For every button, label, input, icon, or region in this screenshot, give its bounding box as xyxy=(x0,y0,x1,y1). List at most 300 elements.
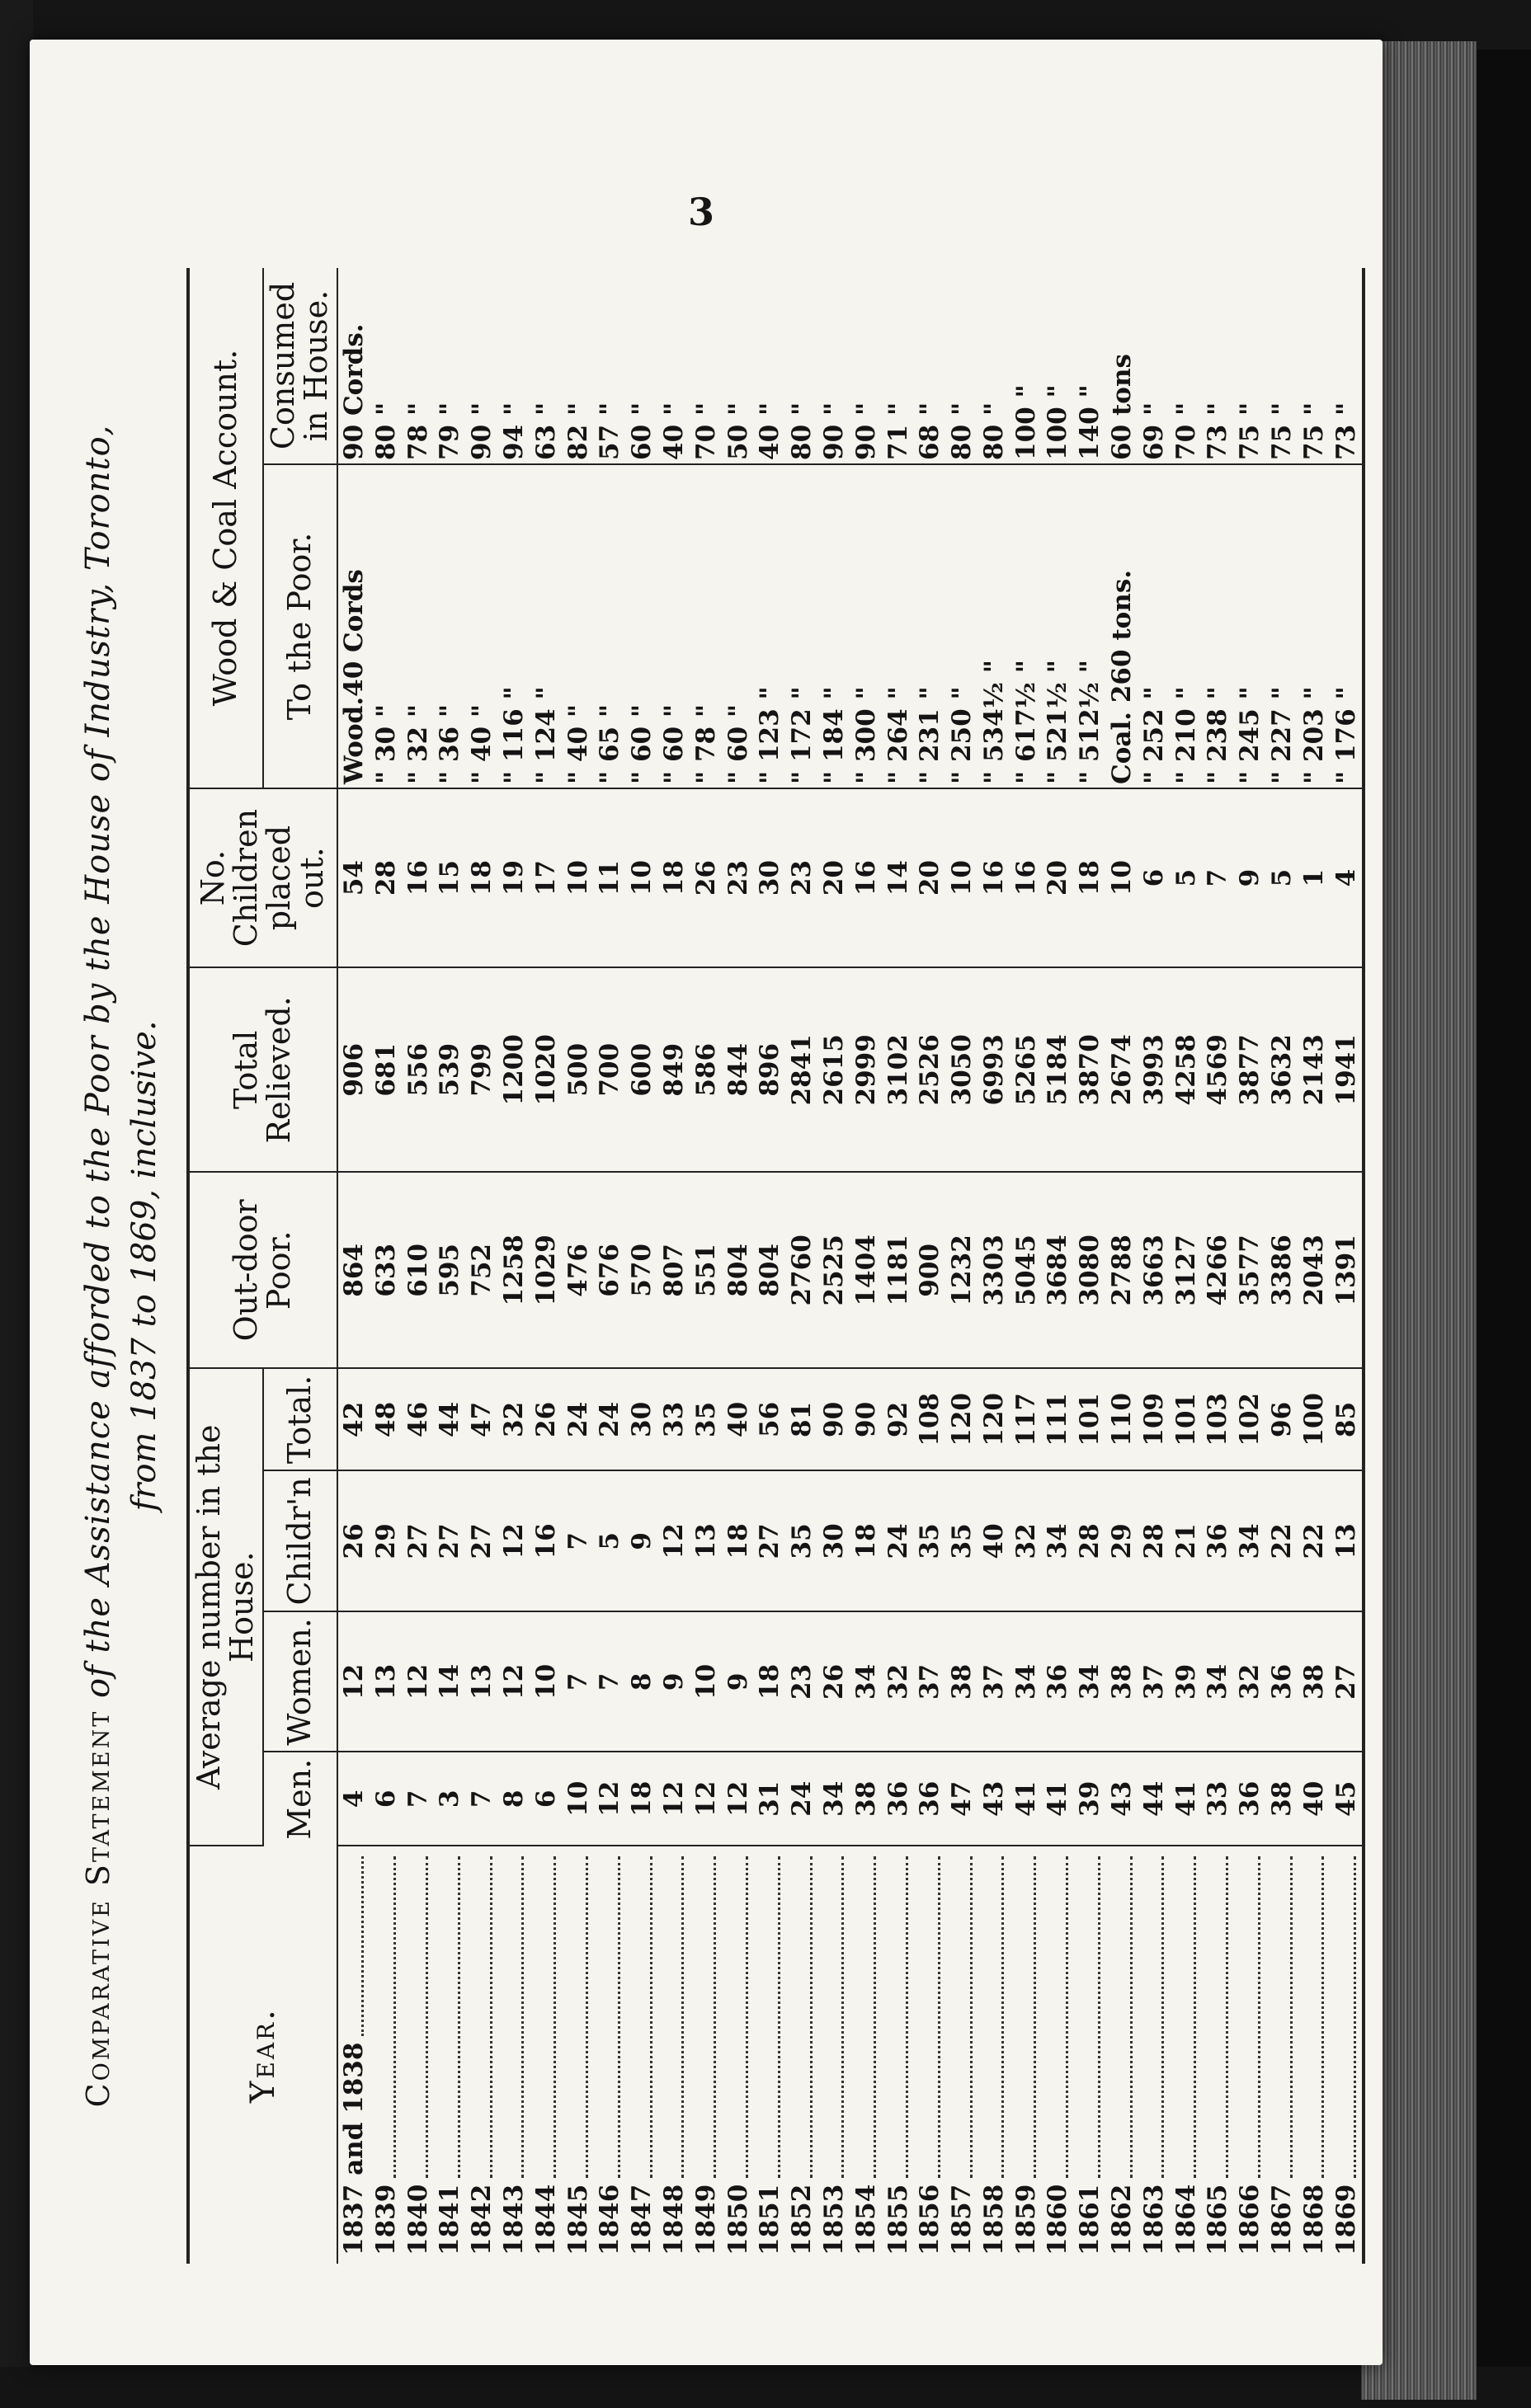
cell-to-poor: " 60 " xyxy=(722,464,754,788)
cell-women: 23 xyxy=(786,1611,818,1752)
dotted-leader xyxy=(343,1856,364,2035)
cell-total: 90 xyxy=(850,1368,882,1470)
dotted-leader xyxy=(375,1856,396,2178)
cell-total-relieved: 500 xyxy=(562,967,594,1172)
cell-men: 38 xyxy=(1266,1752,1298,1846)
year-cell-wrap xyxy=(883,1850,914,2255)
cell-outdoor-poor: 1404 xyxy=(850,1172,882,1368)
cell-outdoor-poor: 752 xyxy=(466,1172,498,1368)
cell-year xyxy=(466,1846,498,2264)
cell-placed-out: 11 xyxy=(594,788,626,967)
cell-placed-out: 1 xyxy=(1298,788,1330,967)
cell-consumed: 75 " xyxy=(1298,268,1330,464)
cell-to-poor: " 32 " xyxy=(402,464,434,788)
cell-consumed: 78 " xyxy=(402,268,434,464)
cell-men: 33 xyxy=(1202,1752,1234,1846)
cell-total: 101 xyxy=(1170,1368,1202,1470)
cell-year xyxy=(818,1846,850,2264)
cell-children: 35 xyxy=(946,1470,978,1611)
year-cell-wrap xyxy=(723,1850,754,2255)
cell-outdoor-poor: 2760 xyxy=(786,1172,818,1368)
cell-outdoor-poor: 1391 xyxy=(1330,1172,1364,1368)
cell-total-relieved: 2841 xyxy=(786,967,818,1172)
cell-total-relieved: 556 xyxy=(402,967,434,1172)
cell-total: 108 xyxy=(914,1368,946,1470)
cell-women: 10 xyxy=(690,1611,722,1752)
cell-to-poor: " 60 " xyxy=(626,464,658,788)
cell-year xyxy=(754,1846,786,2264)
cell-year xyxy=(722,1846,754,2264)
cell-total: 96 xyxy=(1266,1368,1298,1470)
cell-men: 36 xyxy=(1234,1752,1266,1846)
dotted-leader xyxy=(632,1856,652,2178)
cell-total-relieved: 2674 xyxy=(1106,967,1138,1172)
cell-total-relieved: 799 xyxy=(466,967,498,1172)
cell-total-relieved: 3870 xyxy=(1074,967,1106,1172)
dotted-leader xyxy=(503,1856,524,2178)
cell-children: 30 xyxy=(818,1470,850,1611)
cell-men: 7 xyxy=(466,1752,498,1846)
cell-men: 7 xyxy=(402,1752,434,1846)
cell-year xyxy=(562,1846,594,2264)
year-label: 1854 xyxy=(850,2184,881,2255)
dotted-leader xyxy=(535,1856,556,2178)
cell-placed-out: 14 xyxy=(882,788,914,967)
cell-consumed: 73 " xyxy=(1202,268,1234,464)
cell-men: 41 xyxy=(1010,1752,1042,1846)
cell-children: 18 xyxy=(850,1470,882,1611)
cell-outdoor-poor: 2525 xyxy=(818,1172,850,1368)
cell-children: 22 xyxy=(1298,1470,1330,1611)
cell-children: 34 xyxy=(1042,1470,1074,1611)
cell-to-poor: " 116 " xyxy=(498,464,530,788)
cell-to-poor: " 78 " xyxy=(690,464,722,788)
table-row xyxy=(1010,268,1042,2264)
statistics-table xyxy=(186,268,1361,2264)
cell-outdoor-poor: 2788 xyxy=(1106,1172,1138,1368)
year-label: 1864 xyxy=(1171,2184,1201,2255)
cell-outdoor-poor: 1029 xyxy=(530,1172,562,1368)
cell-to-poor: " 238 " xyxy=(1202,464,1234,788)
year-cell-wrap xyxy=(1106,1850,1138,2255)
year-cell-wrap xyxy=(946,1850,977,2255)
cell-outdoor-poor: 807 xyxy=(658,1172,690,1368)
cell-placed-out: 16 xyxy=(850,788,882,967)
cell-year xyxy=(914,1846,946,2264)
cell-children: 9 xyxy=(626,1470,658,1611)
cell-women: 38 xyxy=(1106,1611,1138,1752)
cell-to-poor: " 36 " xyxy=(434,464,466,788)
cell-men: 31 xyxy=(754,1752,786,1846)
cell-placed-out: 5 xyxy=(1170,788,1202,967)
cell-total: 111 xyxy=(1042,1368,1074,1470)
cell-to-poor: " 124 " xyxy=(530,464,562,788)
cell-to-poor: " 210 " xyxy=(1170,464,1202,788)
year-cell-wrap xyxy=(370,1850,402,2255)
cell-year xyxy=(1042,1846,1074,2264)
cell-consumed: 100 " xyxy=(1042,268,1074,464)
cell-total: 101 xyxy=(1074,1368,1106,1470)
cell-women: 38 xyxy=(946,1611,978,1752)
cell-consumed: 69 " xyxy=(1138,268,1170,464)
cell-placed-out: 7 xyxy=(1202,788,1234,967)
table-heading-line-1 xyxy=(79,268,117,2264)
cell-children: 5 xyxy=(594,1470,626,1611)
year-cell-wrap xyxy=(338,1850,370,2255)
cell-children: 27 xyxy=(434,1470,466,1611)
table-body xyxy=(337,268,1364,2264)
year-cell-wrap xyxy=(1171,1850,1202,2255)
year-label: 1861 xyxy=(1075,2184,1105,2255)
dotted-leader xyxy=(440,1856,460,2178)
year-cell-wrap xyxy=(594,1850,625,2255)
year-cell-wrap xyxy=(754,1850,785,2255)
cell-total-relieved: 539 xyxy=(434,967,466,1172)
table-row xyxy=(337,268,370,2264)
cell-outdoor-poor: 3684 xyxy=(1042,1172,1074,1368)
cell-men: 44 xyxy=(1138,1752,1170,1846)
year-label: 1842 xyxy=(467,2184,497,2255)
cell-children: 29 xyxy=(370,1470,402,1611)
header-fuel-group: Wood & Coal Account. xyxy=(188,268,263,788)
cell-total: 120 xyxy=(978,1368,1010,1470)
cell-men: 6 xyxy=(370,1752,402,1846)
cell-outdoor-poor: 1258 xyxy=(498,1172,530,1368)
table-row xyxy=(402,268,434,2264)
cell-outdoor-poor: 5045 xyxy=(1010,1172,1042,1368)
cell-to-poor: " 30 " xyxy=(370,464,402,788)
cell-to-poor: " 264 " xyxy=(882,464,914,788)
year-label: 1867 xyxy=(1267,2184,1298,2255)
cell-year xyxy=(1170,1846,1202,2264)
dotted-leader xyxy=(1175,1856,1196,2178)
cell-men: 12 xyxy=(722,1752,754,1846)
scan-background-bottom xyxy=(0,2367,1531,2408)
header-to-poor: To the Poor. xyxy=(263,464,337,788)
dotted-leader xyxy=(792,1856,813,2178)
cell-total-relieved: 3102 xyxy=(882,967,914,1172)
year-cell-wrap xyxy=(1042,1850,1073,2255)
year-cell-wrap xyxy=(626,1850,657,2255)
cell-children: 13 xyxy=(690,1470,722,1611)
cell-children: 40 xyxy=(978,1470,1010,1611)
year-cell-wrap xyxy=(1331,1850,1362,2255)
year-label: 1848 xyxy=(658,2184,689,2255)
cell-men: 3 xyxy=(434,1752,466,1846)
cell-placed-out: 28 xyxy=(370,788,402,967)
table-row xyxy=(722,268,754,2264)
cell-children: 22 xyxy=(1266,1470,1298,1611)
cell-total-relieved: 586 xyxy=(690,967,722,1172)
cell-consumed: 60 tons xyxy=(1106,268,1138,464)
cell-children: 32 xyxy=(1010,1470,1042,1611)
year-label: 1850 xyxy=(723,2184,753,2255)
year-cell-wrap xyxy=(1010,1850,1042,2255)
cell-total-relieved: 844 xyxy=(722,967,754,1172)
cell-total-relieved: 3877 xyxy=(1234,967,1266,1172)
cell-women: 9 xyxy=(658,1611,690,1752)
cell-placed-out: 20 xyxy=(914,788,946,967)
dotted-leader xyxy=(568,1856,588,2178)
year-cell-wrap xyxy=(850,1850,882,2255)
year-label: 1860 xyxy=(1043,2184,1073,2255)
year-cell-wrap xyxy=(434,1850,465,2255)
cell-year xyxy=(658,1846,690,2264)
table-row xyxy=(466,268,498,2264)
cell-total-relieved: 896 xyxy=(754,967,786,1172)
header-consumed: Consumed in House. xyxy=(263,268,337,464)
cell-men: 41 xyxy=(1170,1752,1202,1846)
cell-placed-out: 10 xyxy=(946,788,978,967)
cell-consumed: 40 " xyxy=(658,268,690,464)
cell-total: 81 xyxy=(786,1368,818,1470)
cell-total-relieved: 4258 xyxy=(1170,967,1202,1172)
cell-consumed: 80 " xyxy=(946,268,978,464)
cell-women: 13 xyxy=(466,1611,498,1752)
cell-total-relieved: 849 xyxy=(658,967,690,1172)
cell-consumed: 40 " xyxy=(754,268,786,464)
cell-children: 27 xyxy=(402,1470,434,1611)
cell-total: 35 xyxy=(690,1368,722,1470)
cell-total: 24 xyxy=(562,1368,594,1470)
dotted-leader xyxy=(663,1856,684,2178)
heading-lead: Comparative Statement xyxy=(80,1709,116,2108)
cell-placed-out: 30 xyxy=(754,788,786,967)
year-label: 1847 xyxy=(627,2184,657,2255)
cell-total-relieved: 3050 xyxy=(946,967,978,1172)
dotted-leader xyxy=(983,1856,1004,2178)
year-label: 1841 xyxy=(435,2184,465,2255)
cell-year xyxy=(850,1846,882,2264)
header-year: Year. xyxy=(188,1846,337,2264)
cell-year xyxy=(594,1846,626,2264)
cell-total: 103 xyxy=(1202,1368,1234,1470)
cell-year xyxy=(1298,1846,1330,2264)
year-cell-wrap xyxy=(1298,1850,1330,2255)
header-outdoor-poor: Out-door Poor. xyxy=(188,1172,337,1368)
cell-total: 42 xyxy=(337,1368,370,1470)
cell-women: 9 xyxy=(722,1611,754,1752)
cell-total-relieved: 1200 xyxy=(498,967,530,1172)
cell-children: 27 xyxy=(754,1470,786,1611)
table-row xyxy=(818,268,850,2264)
cell-outdoor-poor: 804 xyxy=(722,1172,754,1368)
cell-women: 37 xyxy=(978,1611,1010,1752)
cell-children: 13 xyxy=(1330,1470,1364,1611)
cell-total: 24 xyxy=(594,1368,626,1470)
cell-total: 120 xyxy=(946,1368,978,1470)
year-label: 1845 xyxy=(563,2184,593,2255)
cell-total-relieved: 2615 xyxy=(818,967,850,1172)
cell-children: 18 xyxy=(722,1470,754,1611)
cell-total-relieved: 5184 xyxy=(1042,967,1074,1172)
year-cell-wrap xyxy=(563,1850,594,2255)
dotted-leader xyxy=(695,1856,716,2178)
year-label: 1853 xyxy=(818,2184,849,2255)
cell-to-poor: " 203 " xyxy=(1298,464,1330,788)
cell-year xyxy=(690,1846,722,2264)
table-row xyxy=(754,268,786,2264)
cell-to-poor: " 231 " xyxy=(914,464,946,788)
cell-total: 44 xyxy=(434,1368,466,1470)
cell-men: 41 xyxy=(1042,1752,1074,1846)
cell-placed-out: 5 xyxy=(1266,788,1298,967)
cell-total: 85 xyxy=(1330,1368,1364,1470)
cell-placed-out: 19 xyxy=(498,788,530,967)
table-row xyxy=(434,268,466,2264)
cell-year xyxy=(1202,1846,1234,2264)
cell-women: 36 xyxy=(1042,1611,1074,1752)
table-row xyxy=(1106,268,1138,2264)
cell-placed-out: 10 xyxy=(562,788,594,967)
cell-consumed: 70 " xyxy=(1170,268,1202,464)
cell-men: 36 xyxy=(914,1752,946,1846)
cell-children: 24 xyxy=(882,1470,914,1611)
cell-consumed: 75 " xyxy=(1234,268,1266,464)
cell-year xyxy=(402,1846,434,2264)
table-row xyxy=(626,268,658,2264)
cell-children: 26 xyxy=(337,1470,370,1611)
header-row-groups xyxy=(188,268,263,2264)
cell-total-relieved: 681 xyxy=(370,967,402,1172)
year-label: 1849 xyxy=(690,2184,721,2255)
cell-outdoor-poor: 864 xyxy=(337,1172,370,1368)
cell-men: 43 xyxy=(1106,1752,1138,1846)
table-row xyxy=(786,268,818,2264)
cell-total-relieved: 1941 xyxy=(1330,967,1364,1172)
table-row xyxy=(530,268,562,2264)
cell-to-poor: " 300 " xyxy=(850,464,882,788)
cell-women: 32 xyxy=(1234,1611,1266,1752)
dotted-leader xyxy=(855,1856,876,2178)
cell-children: 29 xyxy=(1106,1470,1138,1611)
cell-consumed: 68 " xyxy=(914,268,946,464)
cell-men: 36 xyxy=(882,1752,914,1846)
cell-women: 27 xyxy=(1330,1611,1364,1752)
year-cell-wrap xyxy=(403,1850,434,2255)
cell-to-poor: Coal. 260 tons. xyxy=(1106,464,1138,788)
cell-consumed: 79 " xyxy=(434,268,466,464)
cell-women: 36 xyxy=(1266,1611,1298,1752)
cell-placed-out: 9 xyxy=(1234,788,1266,967)
cell-men: 6 xyxy=(530,1752,562,1846)
cell-men: 43 xyxy=(978,1752,1010,1846)
cell-men: 10 xyxy=(562,1752,594,1846)
year-cell-wrap xyxy=(818,1850,850,2255)
cell-outdoor-poor: 1181 xyxy=(882,1172,914,1368)
cell-children: 34 xyxy=(1234,1470,1266,1611)
cell-outdoor-poor: 3080 xyxy=(1074,1172,1106,1368)
cell-year xyxy=(946,1846,978,2264)
table-row xyxy=(562,268,594,2264)
cell-men: 39 xyxy=(1074,1752,1106,1846)
cell-women: 34 xyxy=(850,1611,882,1752)
cell-women: 12 xyxy=(498,1611,530,1752)
cell-year xyxy=(1010,1846,1042,2264)
header-house-group: Average number in the House. xyxy=(188,1368,263,1846)
cell-total-relieved: 2526 xyxy=(914,967,946,1172)
cell-children: 28 xyxy=(1074,1470,1106,1611)
cell-men: 4 xyxy=(337,1752,370,1846)
cell-to-poor: " 227 " xyxy=(1266,464,1298,788)
cell-year xyxy=(1074,1846,1106,2264)
table-row xyxy=(1042,268,1074,2264)
cell-total-relieved: 906 xyxy=(337,967,370,1172)
page-number: 3 xyxy=(687,190,714,234)
cell-consumed: 90 " xyxy=(466,268,498,464)
dotted-leader xyxy=(407,1856,428,2178)
cell-outdoor-poor: 551 xyxy=(690,1172,722,1368)
cell-placed-out: 17 xyxy=(530,788,562,967)
cell-outdoor-poor: 3577 xyxy=(1234,1172,1266,1368)
cell-to-poor: Wood.40 Cords xyxy=(337,464,370,788)
cell-total-relieved: 3993 xyxy=(1138,967,1170,1172)
header-total-relieved: Total Relieved. xyxy=(188,967,337,1172)
cell-to-poor: " 184 " xyxy=(818,464,850,788)
cell-placed-out: 23 xyxy=(786,788,818,967)
cell-children: 35 xyxy=(786,1470,818,1611)
year-label: 1859 xyxy=(1010,2184,1041,2255)
cell-women: 38 xyxy=(1298,1611,1330,1752)
cell-year xyxy=(786,1846,818,2264)
cell-women: 39 xyxy=(1170,1611,1202,1752)
cell-consumed: 90 " xyxy=(818,268,850,464)
dotted-leader xyxy=(1143,1856,1164,2178)
year-label: 1856 xyxy=(915,2184,945,2255)
cell-consumed: 70 " xyxy=(690,268,722,464)
header-children: Childr'n xyxy=(263,1470,337,1611)
cell-to-poor: " 512½ " xyxy=(1074,464,1106,788)
dotted-leader xyxy=(1240,1856,1260,2178)
cell-children: 28 xyxy=(1138,1470,1170,1611)
cell-year xyxy=(1234,1846,1266,2264)
cell-year xyxy=(1106,1846,1138,2264)
cell-placed-out: 16 xyxy=(402,788,434,967)
cell-placed-out: 54 xyxy=(337,788,370,967)
cell-men: 18 xyxy=(626,1752,658,1846)
cell-men: 40 xyxy=(1298,1752,1330,1846)
cell-to-poor: " 40 " xyxy=(466,464,498,788)
table-heading-line-2: from 1837 to 1869, inclusive. xyxy=(125,1020,163,1512)
cell-consumed: 71 " xyxy=(882,268,914,464)
year-cell-wrap xyxy=(1234,1850,1265,2255)
cell-outdoor-poor: 900 xyxy=(914,1172,946,1368)
cell-total-relieved: 6993 xyxy=(978,967,1010,1172)
cell-consumed: 82 " xyxy=(562,268,594,464)
cell-to-poor: " 250 " xyxy=(946,464,978,788)
table-row xyxy=(978,268,1010,2264)
cell-children: 12 xyxy=(658,1470,690,1611)
cell-placed-out: 18 xyxy=(658,788,690,967)
cell-year xyxy=(337,1846,370,2264)
cell-total-relieved: 2143 xyxy=(1298,967,1330,1172)
dotted-leader xyxy=(600,1856,620,2178)
cell-year xyxy=(1266,1846,1298,2264)
year-label: 1839 xyxy=(370,2184,401,2255)
cell-consumed: 50 " xyxy=(722,268,754,464)
dotted-leader xyxy=(728,1856,748,2178)
cell-to-poor: " 65 " xyxy=(594,464,626,788)
cell-placed-out: 18 xyxy=(1074,788,1106,967)
cell-women: 7 xyxy=(562,1611,594,1752)
year-cell-wrap xyxy=(786,1850,817,2255)
cell-women: 26 xyxy=(818,1611,850,1752)
cell-total-relieved: 1020 xyxy=(530,967,562,1172)
year-label: 1837 and 1838 xyxy=(338,2042,369,2255)
cell-outdoor-poor: 676 xyxy=(594,1172,626,1368)
table-row xyxy=(370,268,402,2264)
table-row xyxy=(1170,268,1202,2264)
